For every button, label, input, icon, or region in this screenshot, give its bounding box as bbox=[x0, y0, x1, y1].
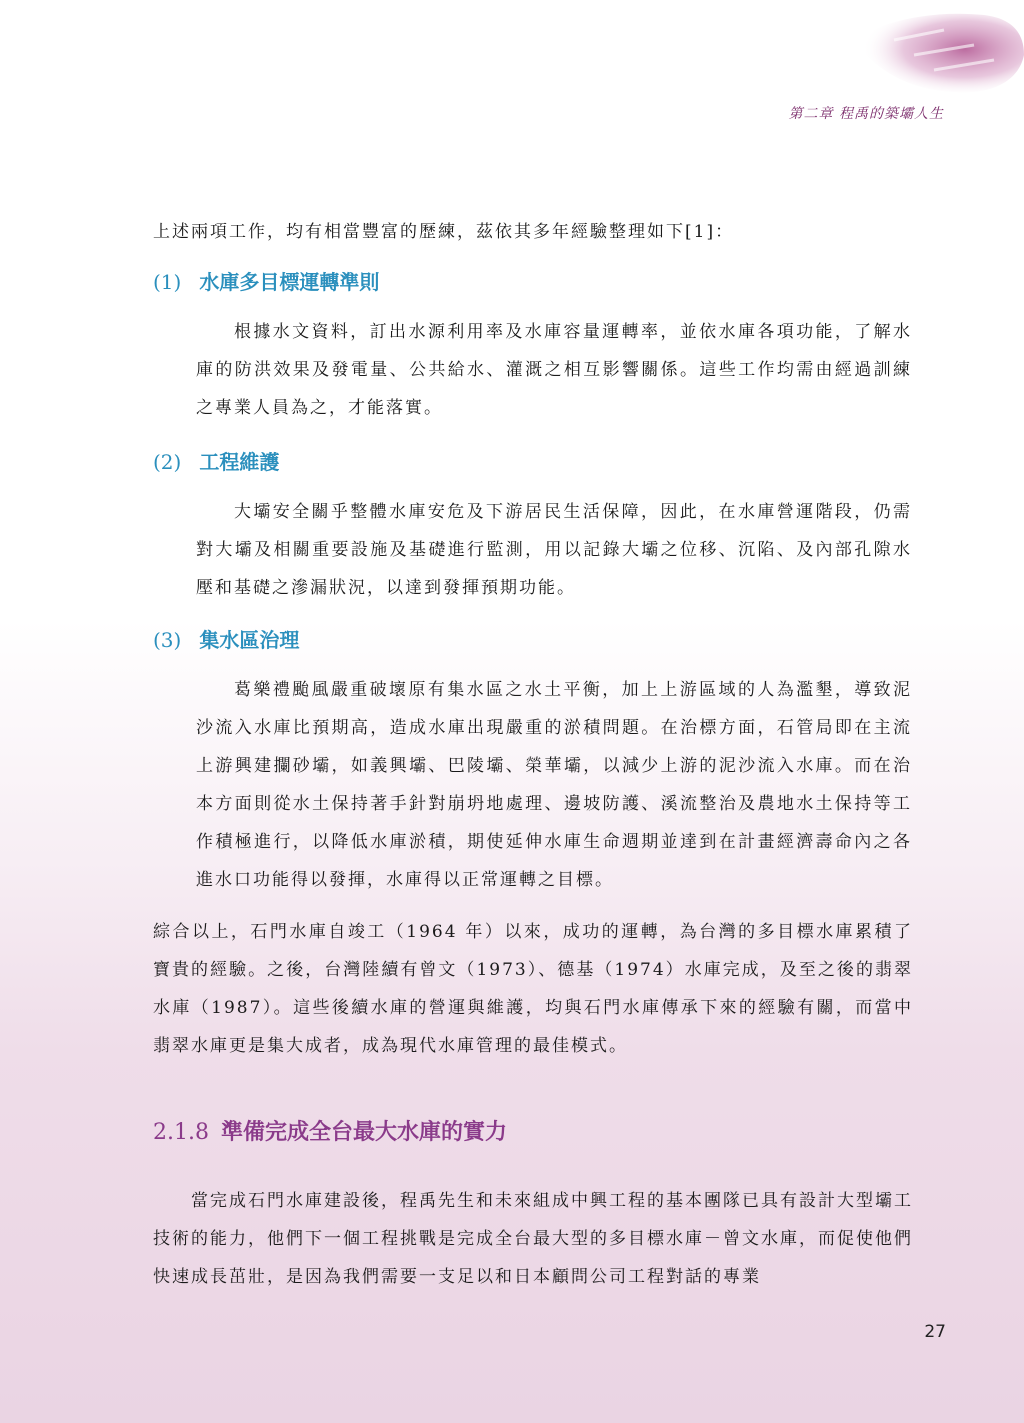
section-title: 準備完成全台最大水庫的實力 bbox=[220, 1120, 507, 1145]
section-number: 2.1.8 bbox=[153, 1120, 209, 1145]
item-1-paragraph: 根據水文資料，訂出水源利用率及水庫容量運轉率，並依水庫各項功能，了解水庫的防洪效果及發電量、公共給水、灌溉之相互影響關係。這些工作均需由經過訓練之專業人員為之，才能落實。 bbox=[196, 322, 912, 418]
item-3-heading bbox=[153, 624, 299, 653]
item-3-title: 集水區治理 bbox=[199, 628, 300, 652]
item-1-heading bbox=[153, 266, 379, 295]
item-2-title: 工程維護 bbox=[199, 450, 280, 474]
item-2-paragraph: 大壩安全關乎整體水庫安危及下游居民生活保障，因此，在水庫營運階段，仍需對大壩及相關重要設施及基礎進行監測，用以記錄大壩之位移、沉陷、及內部孔隙水壓和基礎之滲漏狀況，以達到發揮預期功能。 bbox=[196, 502, 912, 598]
item-2-heading bbox=[153, 446, 279, 475]
decorative-corner-image bbox=[824, 0, 1024, 100]
item-1-number: (1) bbox=[153, 270, 182, 294]
item-1-title: 水庫多目標運轉準則 bbox=[199, 270, 380, 294]
page-number: 27 bbox=[924, 1322, 946, 1342]
item-3-paragraph: 葛樂禮颱風嚴重破壞原有集水區之水土平衡，加上上游區域的人為濫墾，導致泥沙流入水庫比預期高，造成水庫出現嚴重的淤積問題。在治標方面，石管局即在主流上游興建攔砂壩，如義興壩、巴陵壩、榮華壩，以減少上游的泥沙流入水庫。而在治本方面則從水土保持著手針對崩坍地處理、邊坡防護、溪流整治及農地水土保持等工作積極進行，以降低水庫淤積，期使延伸水庫生命週期並達到在計畫經濟壽命內之各進水口功能得以發揮，水庫得以正常運轉之目標。 bbox=[196, 680, 912, 890]
summary-paragraph: 綜合以上，石門水庫自竣工（1964 年）以來，成功的運轉，為台灣的多目標水庫累積了寶貴的經驗。之後，台灣陸續有曾文（1973）、德基（1974）水庫完成，及至之後的翡翠水庫（1987）。這些後續水庫的營運與維護，均與石門水庫傳承下來的經驗有關，而當中翡翠水庫更是集大成者，成為現代水庫管理的最佳模式。 bbox=[153, 922, 913, 1056]
item-2-number: (2) bbox=[153, 450, 182, 474]
running-head: 第二章 程禹的築壩人生 bbox=[788, 106, 944, 122]
section-paragraph: 當完成石門水庫建設後，程禹先生和未來組成中興工程的基本團隊已具有設計大型壩工技術的能力，他們下一個工程挑戰是完成全台最大型的多目標水庫－曾文水庫，而促使他們快速成長茁壯，是因為我們需要一支足以和日本顧問公司工程對話的專業 bbox=[153, 1191, 913, 1287]
item-3-number: (3) bbox=[153, 628, 182, 652]
intro-paragraph: 上述兩項工作，均有相當豐富的歷練，茲依其多年經驗整理如下[1]： bbox=[153, 222, 735, 242]
section-heading bbox=[153, 1115, 507, 1146]
